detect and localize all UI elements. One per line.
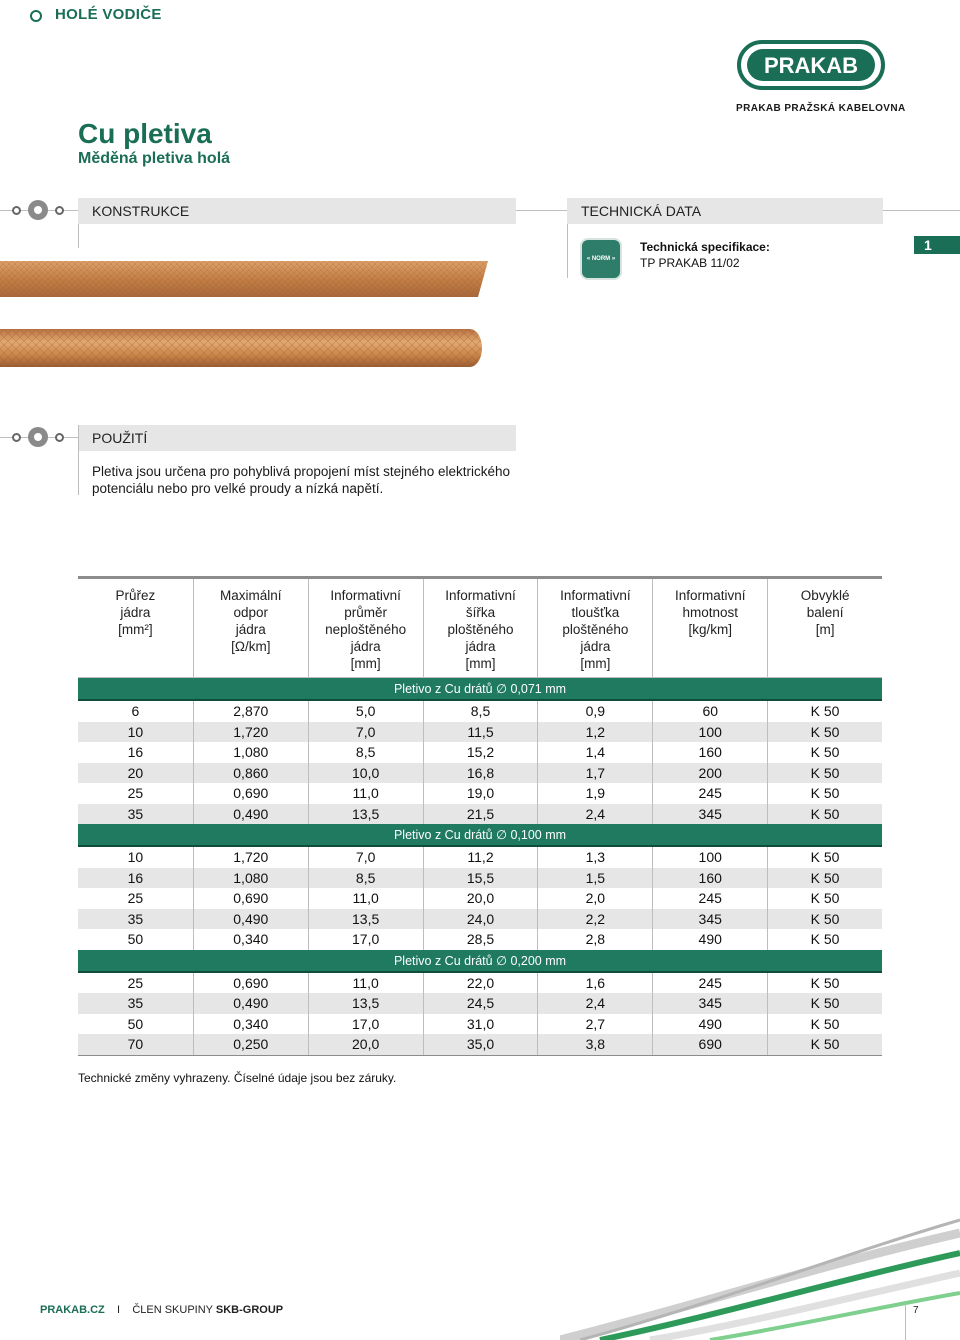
table-cell: 0,690 [193,888,308,909]
round-braid-image [0,325,490,373]
table-cell: 1,9 [537,783,652,804]
table-row [78,973,882,994]
table-row [78,868,882,889]
table-cell: 490 [652,1014,767,1035]
company-name: PRAKAB PRAŽSKÁ KABELOVNA [736,103,906,114]
table-cell: 1,7 [537,763,652,784]
table-cell: 70 [127,1036,144,1052]
cable-decoration-image [560,1215,960,1340]
column-header: Informativní tloušťka ploštěného jádra [mm] [537,579,652,677]
section-pouziti: POUŽITÍ [78,425,516,451]
table-cell: 2,4 [537,993,652,1014]
connector-dot-icon [55,433,64,442]
page-subtitle: Měděná pletiva holá [78,150,231,167]
table-cell: 11,2 [423,847,538,868]
table-cell: K 50 [767,763,882,784]
table-cell: 50 [127,1015,144,1032]
norm-badge-icon: « NORM » [582,240,620,278]
table-cell: K 50 [767,701,882,722]
group-header-row: Pletivo z Cu drátů ∅ 0,071 mm [78,678,882,701]
table-cell: K 50 [767,973,882,994]
connector-dot-icon [12,433,21,442]
table-cell: 345 [652,993,767,1014]
table-cell: 11,0 [308,783,423,804]
column-header: Informativní šířka ploštěného jádra [mm] [423,579,538,677]
table-row [78,1014,882,1035]
divider [905,1303,906,1340]
table-cell: 245 [652,973,767,994]
table-cell: 2,0 [537,888,652,909]
table-cell: 6 [131,703,140,719]
table-bottom-rule [78,1055,882,1056]
table-cell: 245 [652,888,767,909]
table-cell: 16 [127,869,144,886]
page-number: 7 [913,1305,919,1316]
table-cell: 0,340 [193,1014,308,1035]
table-cell: 60 [652,701,767,722]
section-header-title: HOLÉ VODIČE [55,6,162,23]
table-cell: 160 [652,742,767,763]
table-cell: 19,0 [423,783,538,804]
table-cell: 25 [127,890,144,906]
table-cell: 2,7 [537,1014,652,1035]
table-cell: K 50 [767,909,882,930]
table-cell: 1,4 [537,742,652,763]
table-row [78,783,882,804]
footer-site-link[interactable]: PRAKAB.CZ [40,1304,105,1316]
table-cell: 20,0 [308,1034,423,1055]
table-cell: 0,340 [193,929,308,950]
table-row [78,763,882,784]
table-row [78,701,882,722]
table-header [78,579,882,678]
table-cell: 10 [127,723,144,740]
table-cell: 490 [652,929,767,950]
column-header: Informativní průměr neploštěného jádra [mm] [308,579,423,677]
table-cell: K 50 [767,783,882,804]
group-header-row: Pletivo z Cu drátů ∅ 0,100 mm [78,824,882,847]
group-header-row: Pletivo z Cu drátů ∅ 0,200 mm [78,950,882,973]
table-cell: 160 [652,868,767,889]
table-row [78,888,882,909]
logo-text: PRAKAB [763,53,859,78]
table-cell: K 50 [767,847,882,868]
table-cell: 1,720 [193,722,308,743]
table-cell: 0,490 [193,909,308,930]
table-cell: 5,0 [308,701,423,722]
table-cell: K 50 [767,929,882,950]
table-cell: 21,5 [423,804,538,825]
table-cell: 7,0 [308,847,423,868]
table-cell: 35 [127,805,144,822]
table-cell: 2,8 [537,929,652,950]
table-cell: K 50 [767,742,882,763]
page-title: Cu pletiva [78,118,212,149]
table-cell: 24,5 [423,993,538,1014]
table-cell: 35,0 [423,1034,538,1055]
table-cell: 11,0 [308,888,423,909]
table-cell: 1,2 [537,722,652,743]
table-cell: 3,8 [537,1034,652,1055]
connector-node-icon [28,427,48,447]
table-cell: K 50 [767,722,882,743]
table-cell: 25 [127,785,144,801]
table-cell: K 50 [767,1014,882,1035]
table-cell: K 50 [767,1034,882,1055]
table-cell: 8,5 [423,701,538,722]
table-cell: 17,0 [308,1014,423,1035]
footer [40,1304,283,1316]
table-cell: 0,690 [193,783,308,804]
table-cell: 8,5 [308,742,423,763]
prakab-logo [737,40,885,90]
table-cell: 1,080 [193,742,308,763]
table-cell: 15,5 [423,868,538,889]
table-cell: 13,5 [308,804,423,825]
table-cell: 24,0 [423,909,538,930]
table-cell: 13,5 [308,909,423,930]
footer-group: SKB-GROUP [215,1304,284,1316]
table-cell: 690 [652,1034,767,1055]
connector-node-icon [28,200,48,220]
table-cell: 245 [652,783,767,804]
footer-separator: I [117,1304,121,1316]
table-cell: K 50 [767,888,882,909]
table-row [78,1034,882,1055]
table-body [78,678,882,1055]
table-cell: 11,5 [423,722,538,743]
table-cell: 0,490 [193,993,308,1014]
table-cell: 1,5 [537,868,652,889]
table-row [78,847,882,868]
table-cell: 1,3 [537,847,652,868]
table-cell: 2,870 [193,701,308,722]
table-cell: 31,0 [423,1014,538,1035]
column-header: Obvyklé balení [m] [767,579,882,677]
table-cell: 20 [127,764,144,781]
table-cell: 15,2 [423,742,538,763]
table-cell: 0,250 [193,1034,308,1055]
table-cell: 1,080 [193,868,308,889]
table-row [78,909,882,930]
data-table [78,576,882,1056]
table-cell: 1,720 [193,847,308,868]
table-cell: 50 [127,931,144,947]
table-cell: 200 [652,763,767,784]
section-technicka-data: TECHNICKÁ DATA [567,198,883,224]
table-cell: K 50 [767,868,882,889]
table-row [78,742,882,763]
table-cell: 0,860 [193,763,308,784]
table-cell: 345 [652,909,767,930]
table-row [78,722,882,743]
table-cell: 35 [127,910,144,927]
table-cell: K 50 [767,804,882,825]
table-cell: 2,4 [537,804,652,825]
table-cell: 10,0 [308,763,423,784]
footer-member-prefix: ČLEN SKUPINY [132,1304,213,1316]
usage-text: Pletiva jsou určena pro pohyblivá propojení míst stejného elektrického potenciálu nebo pro velké proudy a nízká napětí. [92,464,510,496]
table-cell: 100 [652,722,767,743]
table-cell: 17,0 [308,929,423,950]
table-cell: 28,5 [423,929,538,950]
table-cell: 345 [652,804,767,825]
table-row [78,804,882,825]
table-cell: 0,490 [193,804,308,825]
divider [78,425,79,495]
table-cell: 22,0 [423,973,538,994]
table-cell: 11,0 [308,973,423,994]
table-cell: 13,5 [308,993,423,1014]
table-row [78,929,882,950]
column-header: Informativní hmotnost [kg/km] [652,579,767,677]
table-cell: 35 [127,995,144,1011]
table-cell: 7,0 [308,722,423,743]
table-cell: 8,5 [308,868,423,889]
header-bullet-icon [30,10,42,22]
table-cell: 16,8 [423,763,538,784]
connector-dot-icon [55,206,64,215]
table-row [78,993,882,1014]
table-cell: 1,6 [537,973,652,994]
table-cell: 25 [127,974,144,991]
flat-braid-image [0,255,500,305]
table-cell: 100 [652,847,767,868]
page-tab: 1 [914,236,960,254]
spec-label: Technická specifikace: [640,240,770,254]
column-header: Průřez jádra [mm²] [115,588,156,637]
table-cell: 0,690 [193,973,308,994]
table-cell: 16 [127,744,144,760]
table-cell: 10 [127,849,144,865]
table-cell: K 50 [767,993,882,1014]
section-konstrukce: KONSTRUKCE [78,198,516,224]
table-cell: 20,0 [423,888,538,909]
spec-value: TP PRAKAB 11/02 [640,256,740,270]
table-cell: 2,2 [537,909,652,930]
footnote: Technické změny vyhrazeny. Číselné údaje jsou bez záruky. [78,1071,397,1085]
table-cell: 0,9 [537,701,652,722]
column-header: Maximální odpor jádra [Ω/km] [193,579,308,677]
connector-dot-icon [12,206,21,215]
